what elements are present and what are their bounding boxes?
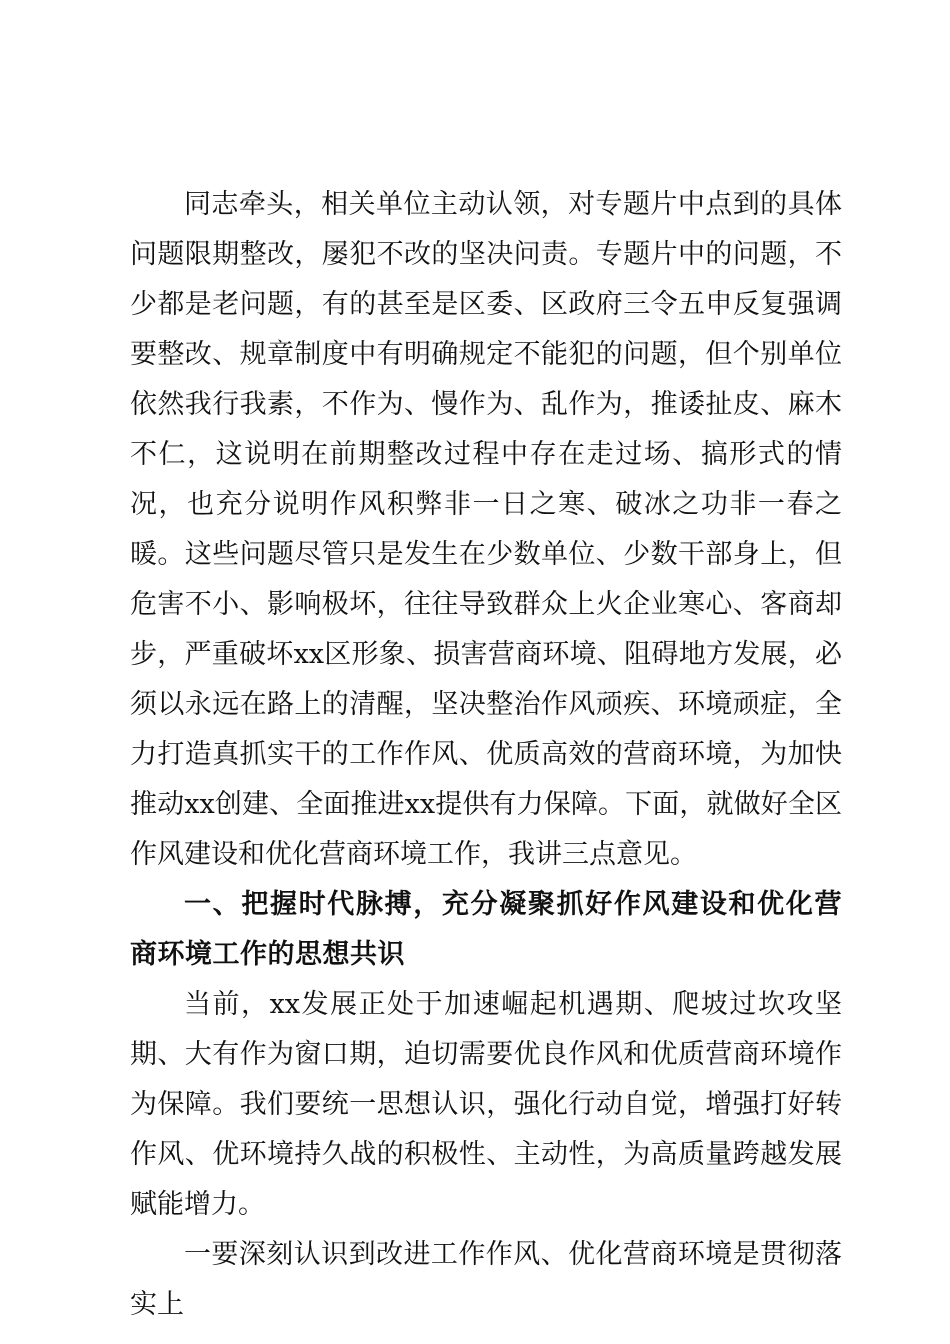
body-paragraph-1: 同志牵头，相关单位主动认领，对专题片中点到的具体问题限期整改，屡犯不改的坚决问责。专题片中的问题，不少都是老问题，有的甚至是区委、区政府三令五申反复强调要整改、规章制度中有明确规定不能犯的问题，但个别单位依然我行我素，不作为、慢作为、乱作为，推诿扯皮、麻木不仁，这说明在前期整改过程中存在走过场、搞形式的情况，也充分说明作风积弊非一日之寒、破冰之功非一春之暖。这些问题尽管只是发生在少数单位、少数干部身上，但危害不小、影响极坏，往往导致群众上火企业寒心、客商却步，严重破坏xx区形象、损害营商环境、阻碍地方发展，必须以永远在路上的清醒，坚决整治作风顽疾、环境顽症，全力打造真抓实干的工作作风、优质高效的营商环境，为加快推动xx创建、全面推进xx提供有力保障。下面，就做好全区作风建设和优化营商环境工作，我讲三点意见。 (130, 189, 842, 870)
body-paragraph-2: 当前，xx发展正处于加速崛起机遇期、爬坡过坎攻坚期、大有作为窗口期，迫切需要优良作风和优质营商环境作为保障。我们要统一思想认识，强化行动自觉，增强打好转作风、优环境持久战的积极性、主动性，为高质量跨越发展赋能增力。 (130, 989, 842, 1220)
section-heading-1: 一、把握时代脉搏，充分凝聚抓好作风建设和优化营商环境工作的思想共识 (130, 889, 842, 970)
document-page (130, 180, 842, 1330)
body-paragraph-3: 一要深刻认识到改进工作作风、优化营商环境是贯彻落实上 (130, 1239, 842, 1320)
